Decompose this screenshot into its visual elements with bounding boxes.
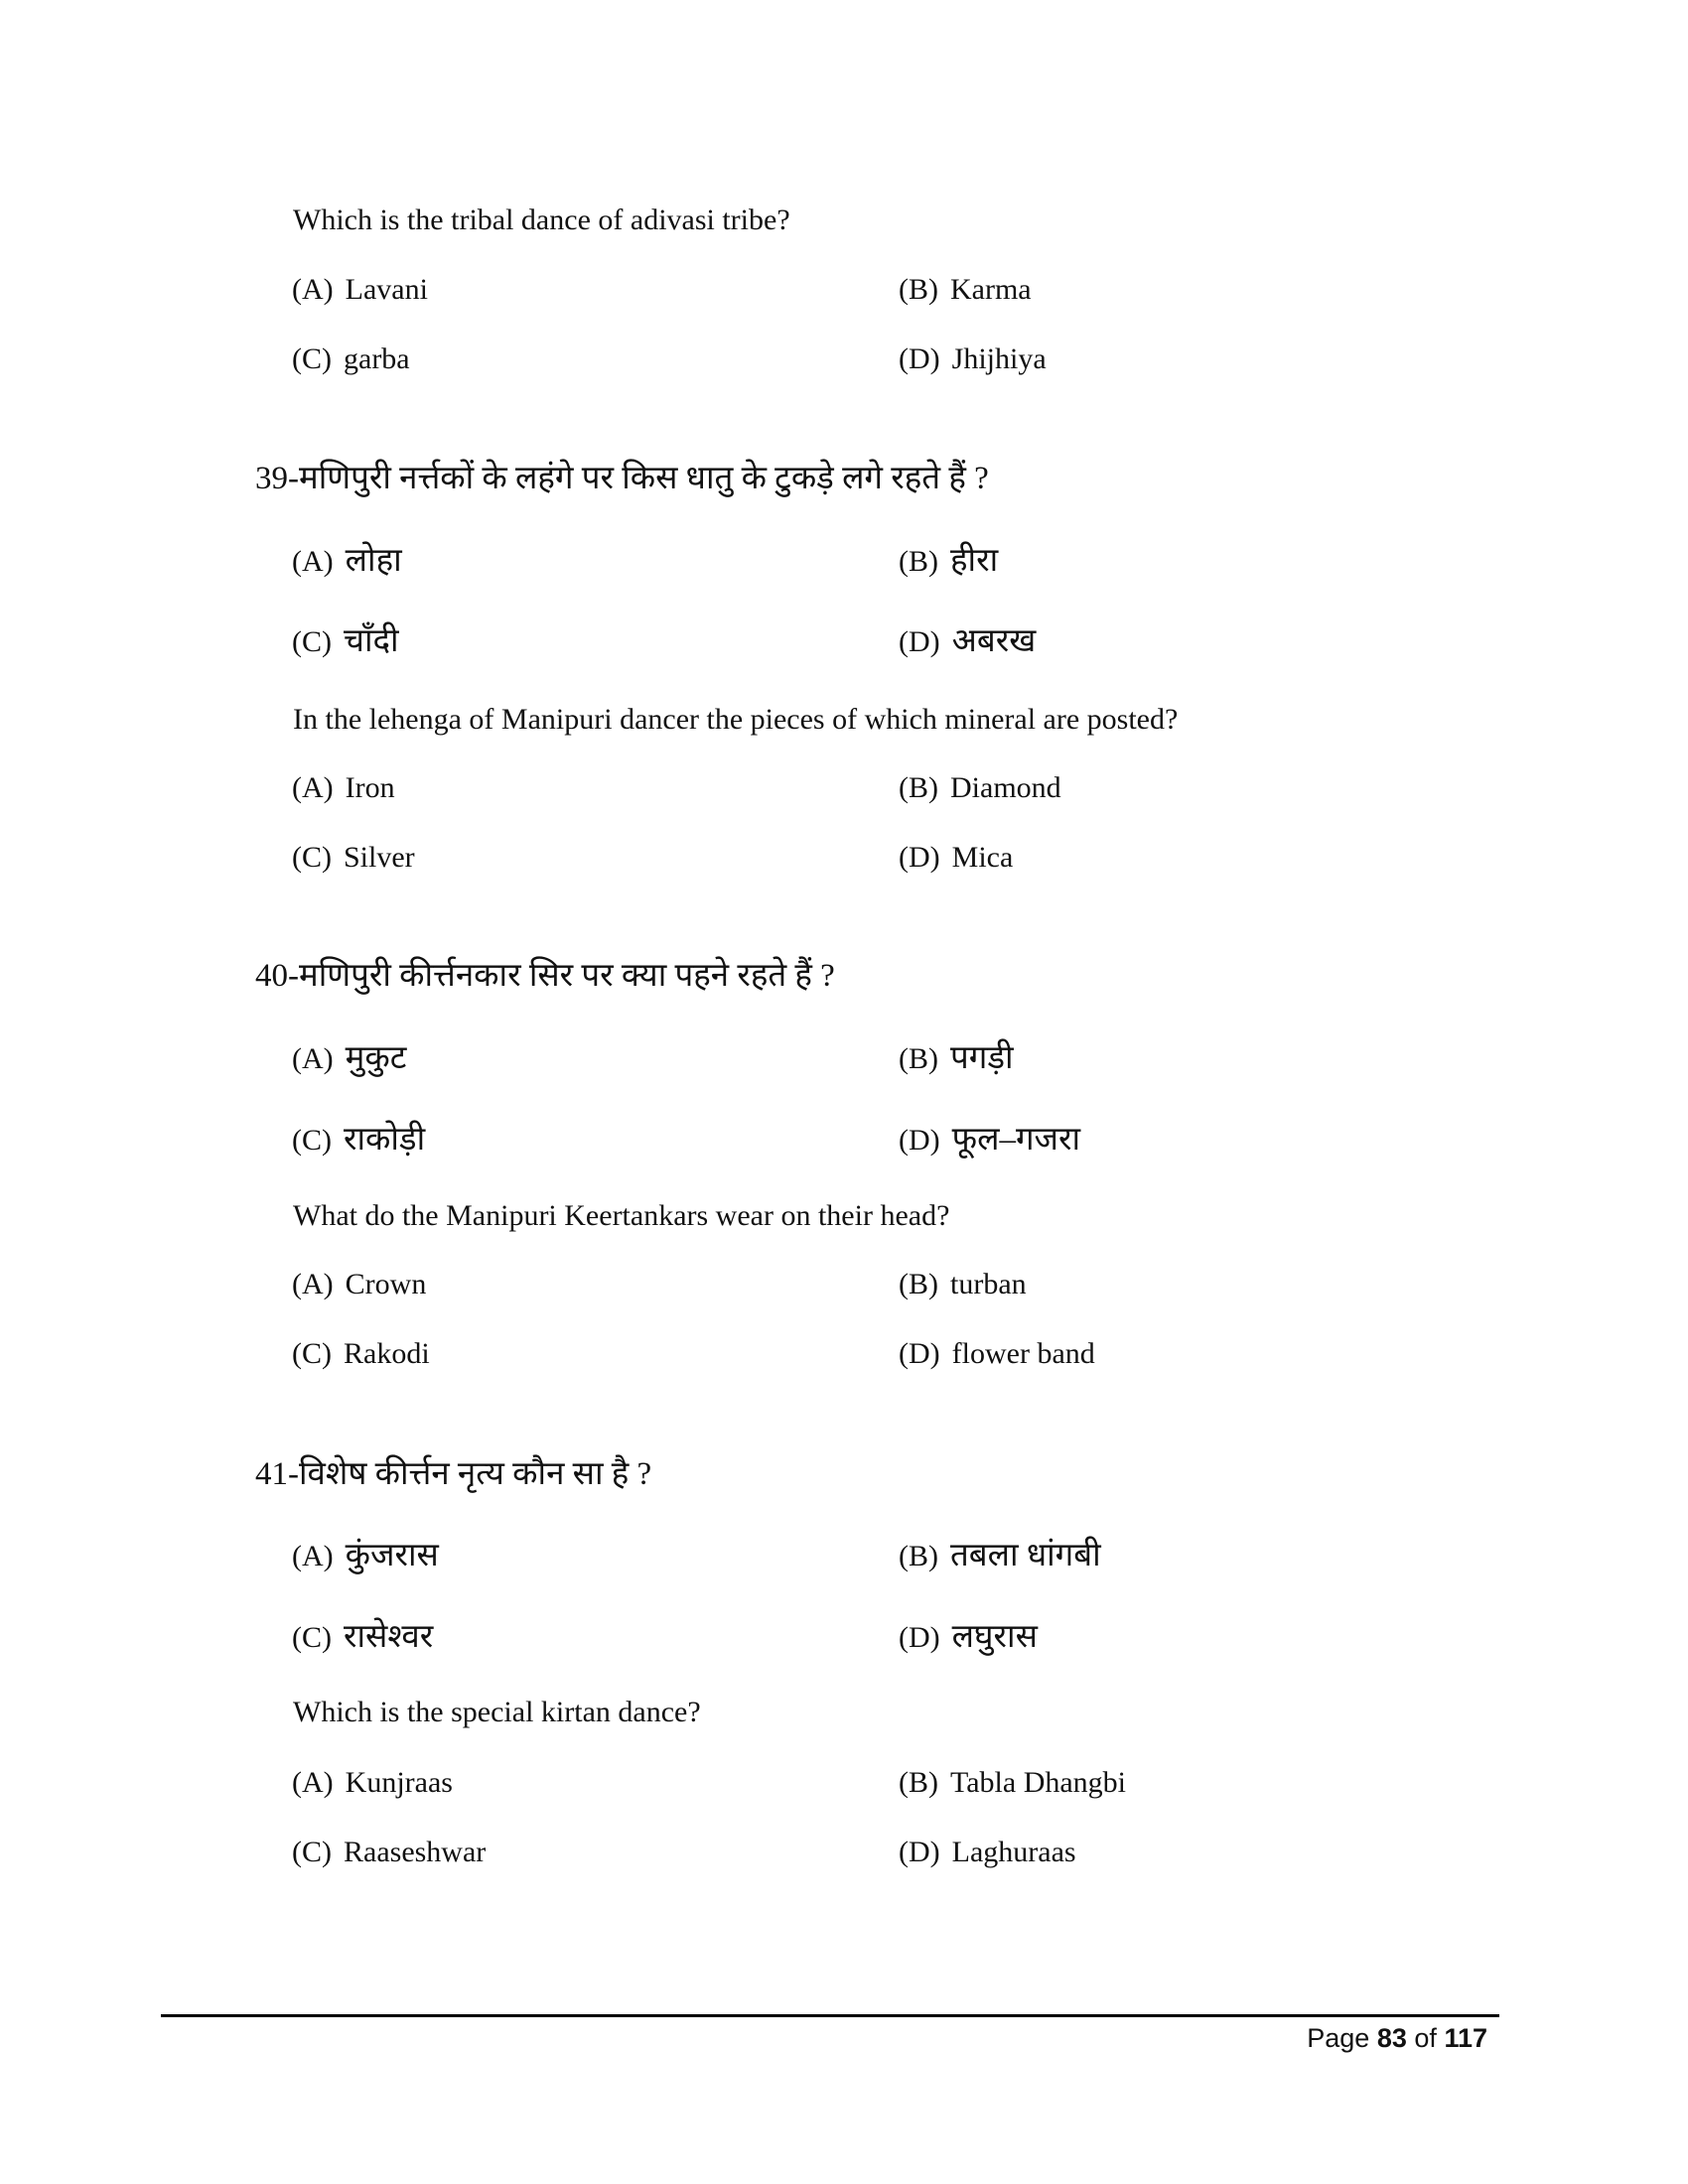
footer-divider: [161, 2014, 1499, 2017]
option-d: (D) Laghuraas: [899, 1836, 1076, 1868]
option-c: (C) राकोड़ी: [292, 1122, 426, 1158]
option-row: [0, 1115, 1688, 1164]
option-b: (B) Tabla Dhangbi: [899, 1766, 1127, 1799]
option-b: (B) turban: [899, 1268, 1027, 1300]
option-a: (A) कुंजरास: [292, 1538, 439, 1573]
question-39-hindi: 39-मणिपुरी नर्त्तकों के लहंगे पर किस धातु के टुकड़े लगे रहते हैं ?: [255, 461, 989, 496]
option-c: (C) चाँदी: [292, 623, 399, 659]
question-41-hindi: 41-विशेष कीर्त्तन नृत्य कौन सा है ?: [255, 1456, 652, 1492]
option-c: (C) रासेश्वर: [292, 1619, 434, 1655]
question-text: In the lehenga of Manipuri dancer the pieces of which mineral are posted?: [293, 703, 1179, 736]
option-row: [0, 763, 1688, 813]
question-text: What do the Manipuri Keertankars wear on their head?: [293, 1199, 950, 1232]
option-row: [0, 265, 1688, 315]
option-a: (A) Kunjraas: [292, 1766, 453, 1799]
option-c: (C) Silver: [292, 841, 415, 874]
option-c: (C) Raaseshwar: [292, 1836, 487, 1868]
option-b: (B) हीरा: [899, 543, 999, 579]
option-row: [0, 1260, 1688, 1309]
option-b: (B) Karma: [899, 273, 1032, 306]
option-row: [0, 335, 1688, 384]
option-row: [0, 1828, 1688, 1877]
option-b: (B) तबला धांगबी: [899, 1538, 1101, 1573]
option-d: (D) Jhijhiya: [899, 342, 1047, 375]
option-d: (D) Mica: [899, 841, 1014, 874]
question-text: Which is the tribal dance of adivasi tribe?: [293, 204, 790, 236]
option-row: [0, 616, 1688, 666]
question-40-hindi: 40-मणिपुरी कीर्त्तनकार सिर पर क्या पहने रहते हैं ?: [255, 958, 835, 994]
option-row: [0, 1612, 1688, 1662]
option-a: (A) लोहा: [292, 543, 402, 579]
option-c: (C) Rakodi: [292, 1337, 430, 1370]
option-a: (A) Iron: [292, 771, 395, 804]
question-text: Which is the special kirtan dance?: [293, 1696, 701, 1728]
option-row: [0, 1531, 1688, 1580]
option-row: [0, 1758, 1688, 1808]
option-d: (D) अबरख: [899, 623, 1037, 659]
option-d: (D) फूल–गजरा: [899, 1122, 1081, 1158]
option-row: [0, 1329, 1688, 1379]
option-row: [0, 536, 1688, 586]
option-row: [0, 1033, 1688, 1083]
option-d: (D) लघुरास: [899, 1619, 1038, 1655]
option-d: (D) flower band: [899, 1337, 1095, 1370]
option-b: (B) पगड़ी: [899, 1040, 1014, 1076]
option-c: (C) garba: [292, 342, 410, 375]
option-b: (B) Diamond: [899, 771, 1061, 804]
page-number: Page 83 of 117: [1307, 2023, 1487, 2053]
option-row: [0, 833, 1688, 883]
option-a: (A) Crown: [292, 1268, 427, 1300]
option-a: (A) मुकुट: [292, 1040, 407, 1076]
option-a: (A) Lavani: [292, 273, 428, 306]
